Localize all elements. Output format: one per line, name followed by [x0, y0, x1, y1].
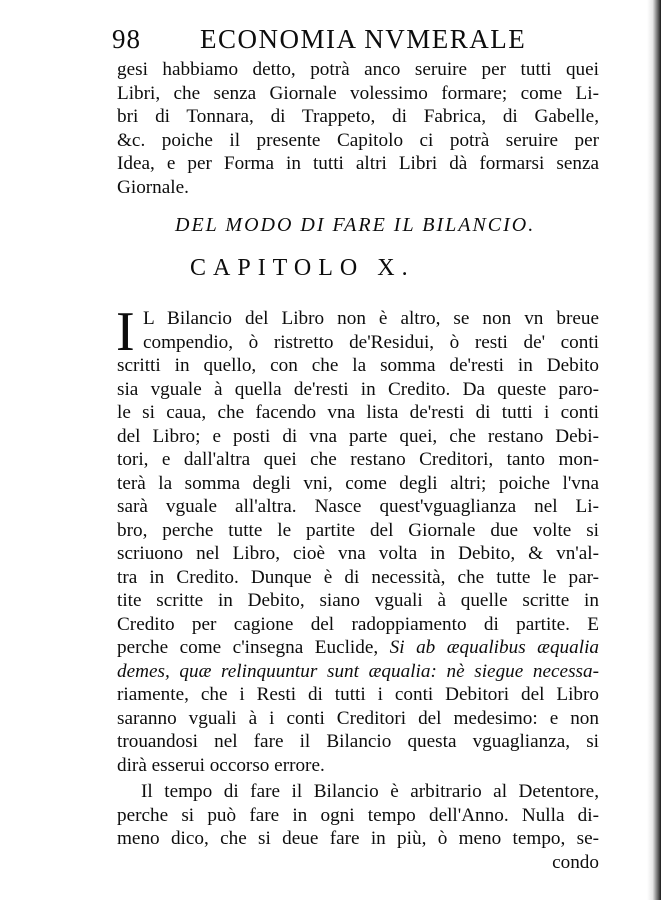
text-line: sarà vguale all'altra. Nasce quest'vguaglianza nel Li- — [117, 496, 599, 517]
text-line: gesi habbiamo detto, potrà anco seruire per tutti quei — [117, 59, 599, 80]
text-line: dirà esserui occorso errore. — [117, 754, 325, 776]
page-edge-shadow — [647, 0, 661, 900]
text-line: bri di Tonnara, di Trappeto, di Fabrica, di Gabelle, — [117, 106, 599, 127]
text-line: scritti in quello, con che la somma de'resti in Debito — [117, 355, 599, 376]
text-line: le si caua, che facendo vna lista de'resti di tutti i conti — [117, 402, 599, 423]
chapter-heading: CAPITOLO X. — [190, 255, 415, 281]
text-line: L Bilancio del Libro non è altro, se non vn breue — [143, 308, 599, 329]
catchword: condo — [552, 851, 599, 873]
text-line: Giornale. — [117, 176, 189, 198]
chapter-paragraph-2 — [117, 780, 599, 874]
text-line: riamente, che i Resti di tutti i conti Debitori del Libro — [117, 684, 599, 705]
text-line: terà la somma degli vni, come degli altri; poiche l'vna — [117, 472, 599, 494]
text-line: Il tempo di fare il Bilancio è arbitrario al Detentore, — [141, 781, 599, 802]
text-line: tra in Credito. Dunque è di necessità, che tutte le par- — [117, 566, 599, 588]
section-heading: DEL MODO DI FARE IL BILANCIO. — [175, 214, 536, 236]
chapter-paragraph-1 — [117, 307, 599, 777]
drop-cap: I — [116, 301, 135, 363]
text-line: Credito per cagione del radoppiamento di partite. E — [117, 613, 599, 635]
top-paragraph — [117, 58, 599, 199]
text-line: meno dico, che si deue fare in più, ò meno tempo, se- — [117, 828, 599, 849]
text-line: tite scritte in Debito, siano vguali à quelle scritte in — [117, 590, 599, 611]
text-line: trouandosi nel fare il Bilancio questa vguaglianza, si — [117, 731, 599, 752]
text-line: perche si può fare in ogni tempo dell'Anno. Nulla di- — [117, 804, 599, 826]
text-line: tori, e dall'altra quei che restano Creditori, tanto mon- — [117, 449, 599, 470]
latin-quotation: Si ab æqualibus æqualia — [389, 637, 599, 658]
text-line: compendio, ò ristretto de'Residui, ò resti de' conti — [143, 331, 599, 353]
text-line: scriuono nel Libro, cioè vna volta in Debito, & vn'al- — [117, 543, 599, 564]
text-line: &c. poiche il presente Capitolo ci potrà seruire per — [117, 129, 599, 151]
running-title: ECONOMIA NVMERALE — [200, 24, 527, 54]
text-line: del Libro; e posti di vna parte quei, che restano Debi- — [117, 425, 599, 447]
text-line: perche come c'insegna Euclide, Si ab æqualibus æqualia — [117, 637, 599, 658]
text-line: Idea, e per Forma in tutti altri Libri dà formarsi senza — [117, 153, 599, 174]
text-line: saranno vguali à i conti Creditori del medesimo: e non — [117, 707, 599, 729]
text-line: Libri, che senza Giornale volessimo formare; come Li- — [117, 82, 599, 104]
running-head — [112, 24, 632, 58]
text-line: sia vguale à quella de'resti in Credito. Da queste paro- — [117, 378, 599, 400]
text-line: demes, quæ relinquuntur sunt æqualia: nè siegue necessa- — [117, 660, 599, 682]
page-number: 98 — [112, 24, 141, 54]
text-line: bro, perche tutte le partite del Giornale due volte si — [117, 519, 599, 541]
